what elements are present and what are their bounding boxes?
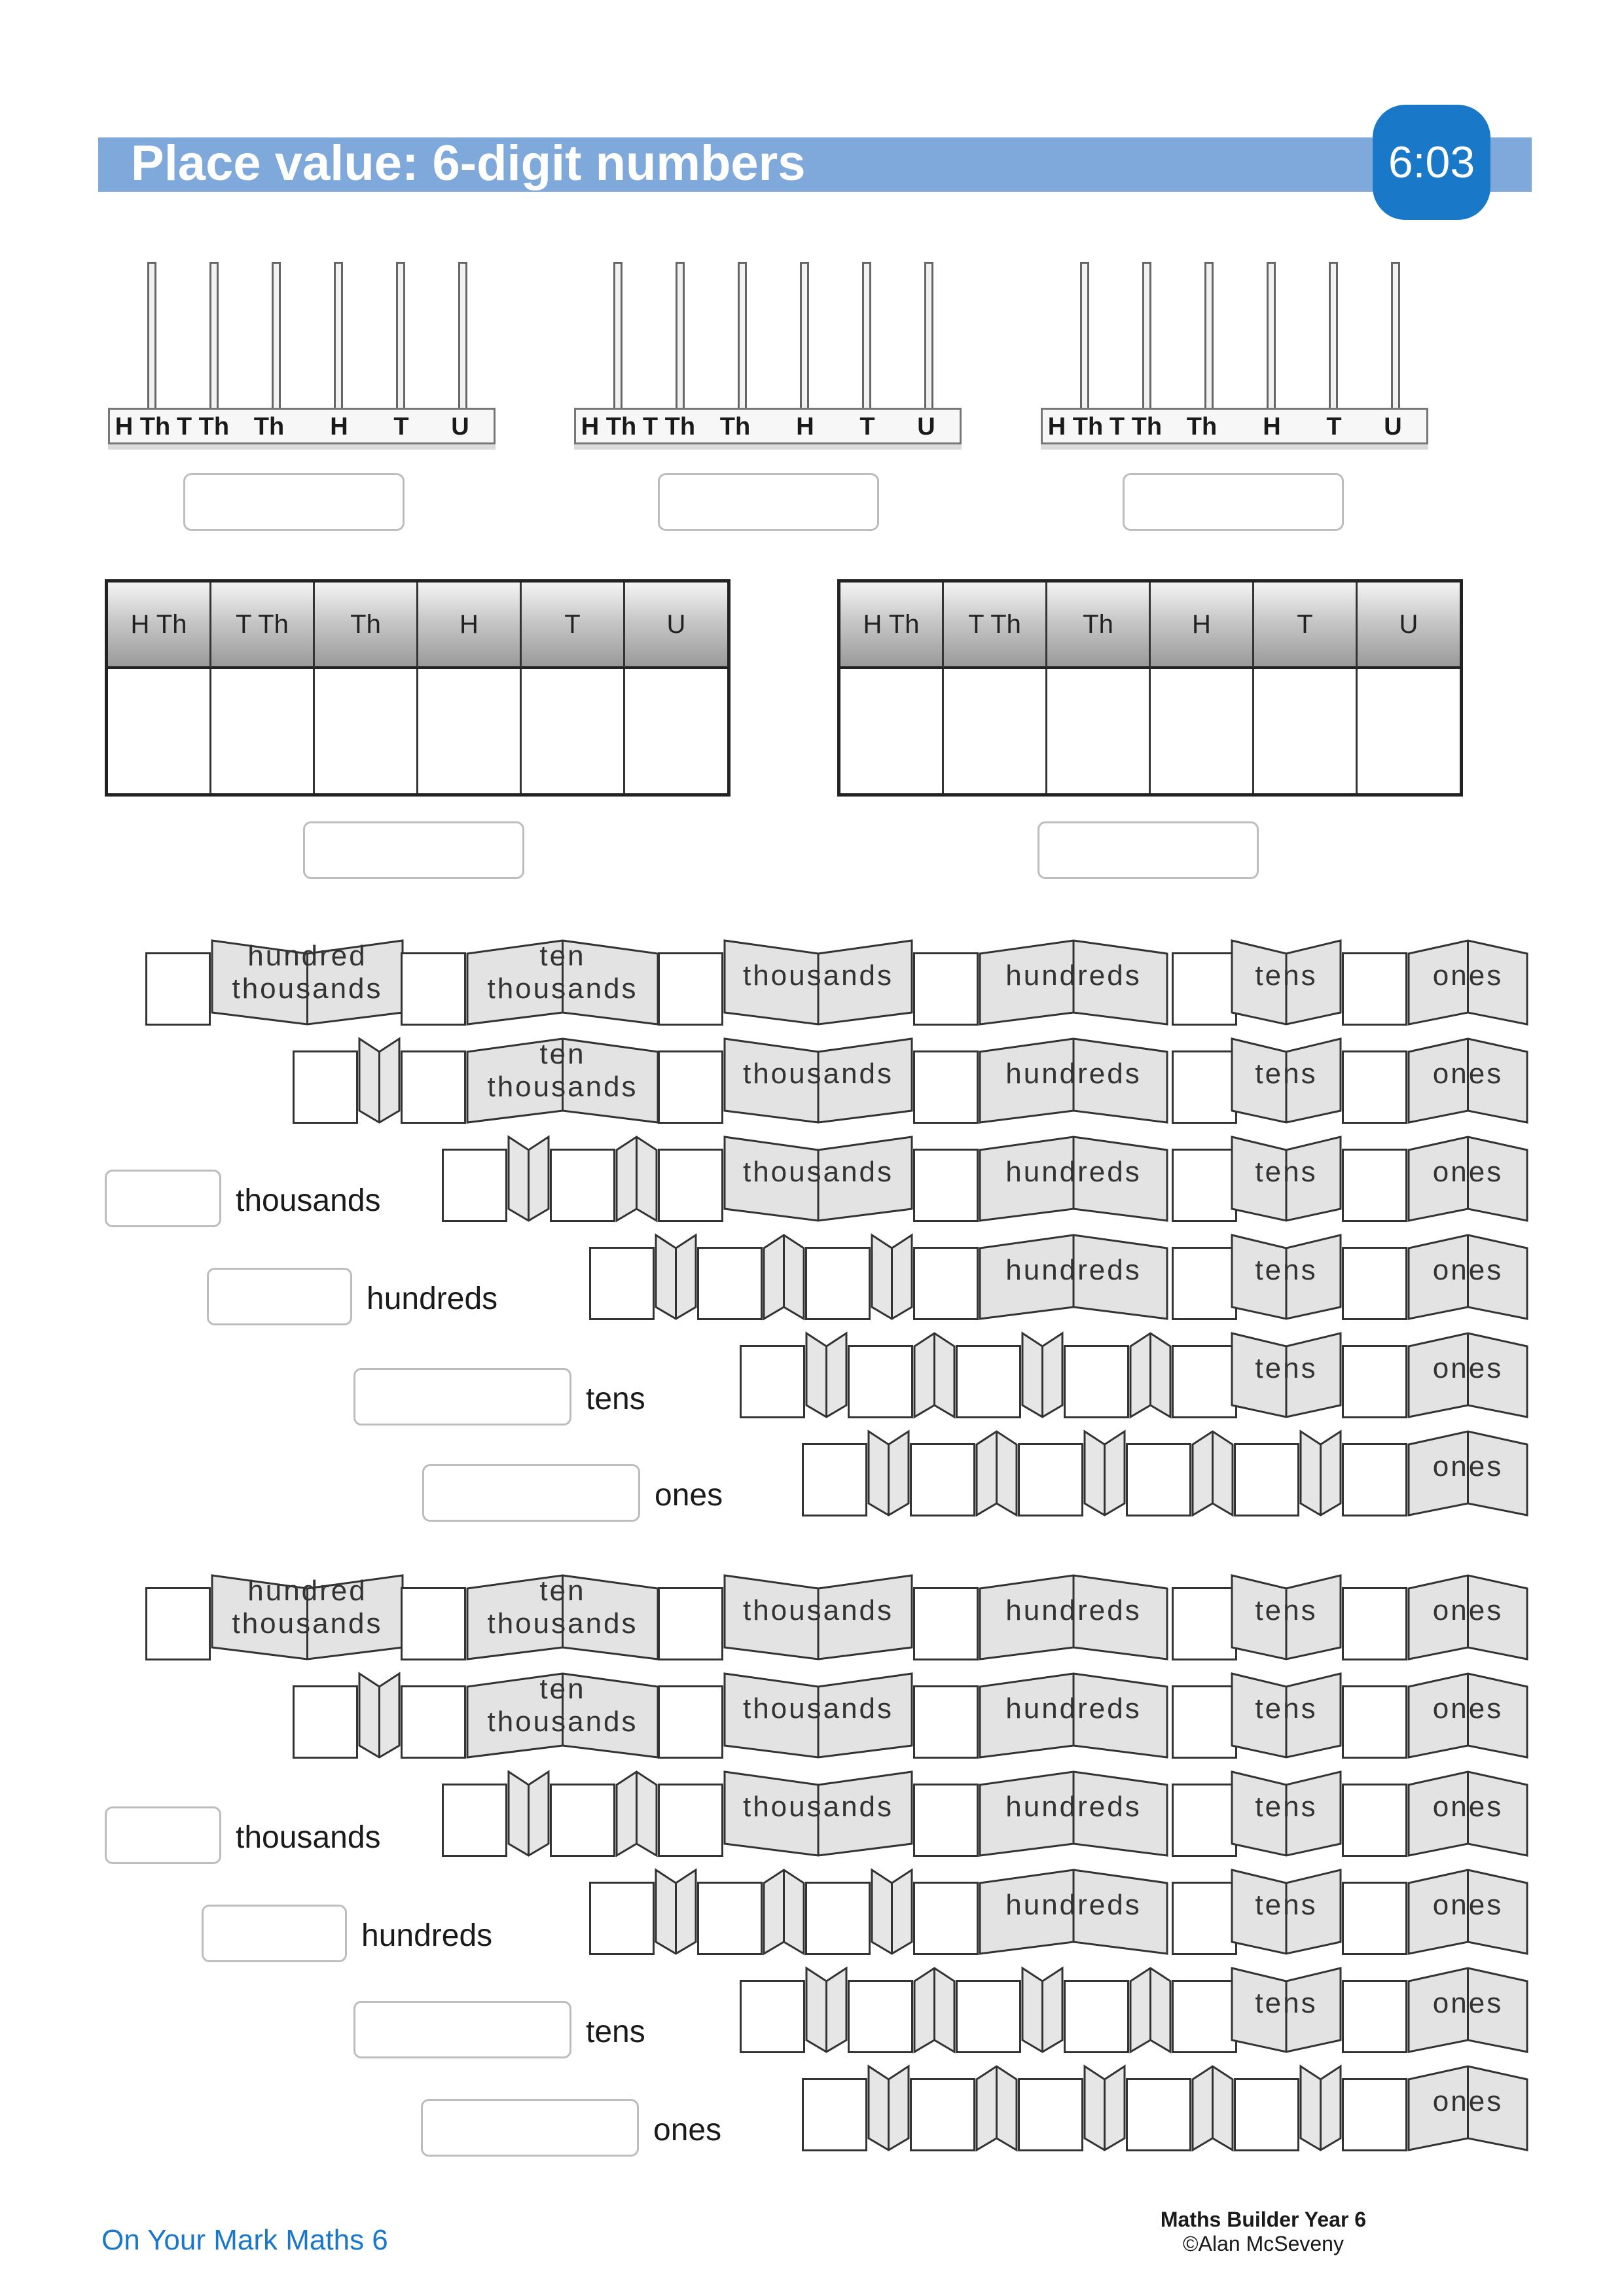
strip-place-word: tens <box>1255 1889 1318 1921</box>
digit-box[interactable] <box>145 1587 211 1660</box>
digit-box[interactable] <box>1342 1149 1407 1222</box>
strip-panel <box>1299 1430 1342 1528</box>
strip-answer-label: tens <box>586 1382 645 1416</box>
abacus-rod <box>1267 262 1276 414</box>
digit-box[interactable] <box>740 1980 805 2053</box>
digit-box[interactable] <box>913 1247 979 1320</box>
strip-place-word: ones <box>1432 1987 1504 2019</box>
digit-box[interactable] <box>1126 1443 1191 1516</box>
strip-panel <box>1083 1430 1126 1528</box>
strip-place-word: thousands <box>232 1607 383 1640</box>
strip-answer-label: thousands <box>236 1183 381 1218</box>
digit-box[interactable] <box>442 1784 507 1857</box>
strip-place-word: thousands <box>742 960 894 992</box>
digit-box[interactable] <box>805 1882 871 1955</box>
abacus-rod <box>862 262 871 414</box>
abacus-place-label: H Th <box>1047 413 1104 440</box>
strip-panel <box>615 1136 658 1234</box>
digit-box[interactable] <box>293 1685 358 1759</box>
digit-box[interactable] <box>848 1980 913 2053</box>
page-number-badge: 6:03 <box>1373 105 1490 220</box>
strip-place-word: tens <box>1255 1693 1318 1725</box>
abacus-place-label: Th <box>1186 413 1218 440</box>
strip-place-word: thousands <box>742 1594 894 1626</box>
digit-box[interactable] <box>1172 952 1237 1026</box>
abacus-rod <box>738 262 747 414</box>
table-digit-cell[interactable] <box>1254 669 1358 793</box>
abacus-place-label: U <box>1384 413 1402 440</box>
place-value-table <box>105 579 731 797</box>
digit-box[interactable] <box>1172 1882 1237 1955</box>
table-digit-cell[interactable] <box>1358 669 1460 793</box>
strip-panel <box>913 1332 956 1430</box>
strip-place-word: thousands <box>742 1156 894 1188</box>
table-answer-box[interactable] <box>1038 821 1259 879</box>
strip-place-word: ones <box>1432 1594 1504 1626</box>
abacus-rod <box>1142 262 1151 414</box>
strip-answer-label: ones <box>655 1478 723 1513</box>
digit-box[interactable] <box>1064 1345 1129 1418</box>
strip-panel <box>1021 1967 1064 2065</box>
digit-box[interactable] <box>913 1587 979 1660</box>
strip-panel <box>871 1869 913 1967</box>
strip-answer-label: thousands <box>236 1820 381 1855</box>
abacus-rod <box>613 262 623 414</box>
strip-panel <box>975 2065 1018 2163</box>
strip-place-word: hundreds <box>1005 1058 1142 1090</box>
strip-place-word: thousands <box>742 1791 894 1823</box>
strip-panel <box>805 1967 848 2065</box>
strip-answer-label: ones <box>653 2113 722 2147</box>
abacus-place-label: U <box>451 413 469 440</box>
abacus-place-label: U <box>917 413 935 440</box>
digit-box[interactable] <box>293 1050 358 1124</box>
abacus-place-label: T <box>1326 413 1342 440</box>
digit-box[interactable] <box>1342 952 1407 1026</box>
footer-book-title: Maths Builder Year 6 <box>1160 2208 1367 2231</box>
strip-panel <box>975 1430 1018 1528</box>
footer-series: On Your Mark Maths 6 <box>101 2224 388 2256</box>
table-header-cell: H Th <box>108 583 211 669</box>
abacus-rod <box>396 262 405 414</box>
table-header-cell: H Th <box>840 583 944 669</box>
strip-panel <box>1129 1967 1172 2065</box>
digit-box[interactable] <box>401 1050 466 1124</box>
strip-place-word: ten <box>539 1038 586 1070</box>
digit-box[interactable] <box>910 2078 975 2151</box>
abacus-rod <box>924 262 933 414</box>
strip-answer-box[interactable] <box>105 1170 221 1227</box>
abacus-place-label: T Th <box>642 413 696 440</box>
digit-box[interactable] <box>401 1685 466 1759</box>
digit-box[interactable] <box>913 1050 979 1124</box>
digit-box[interactable] <box>145 952 211 1026</box>
digit-box[interactable] <box>1342 1050 1407 1124</box>
strip-panel <box>1021 1332 1064 1430</box>
strip-answer-label: hundreds <box>367 1282 498 1316</box>
digit-box[interactable] <box>913 952 979 1026</box>
digit-box[interactable] <box>658 1784 723 1857</box>
abacus-rod <box>1391 262 1400 414</box>
digit-box[interactable] <box>913 1784 979 1857</box>
abacus-rod <box>676 262 685 414</box>
table-header-cell: T Th <box>944 583 1047 669</box>
digit-box[interactable] <box>913 1882 979 1955</box>
strip-panel <box>1129 1332 1172 1430</box>
digit-box[interactable] <box>1064 1980 1129 2053</box>
strip-panel <box>655 1869 697 1967</box>
strip-place-word: ones <box>1432 1058 1504 1090</box>
digit-box[interactable] <box>956 1345 1021 1418</box>
strip-panel <box>867 1430 910 1528</box>
strip-place-word: hundreds <box>1005 1889 1142 1921</box>
digit-box[interactable] <box>658 1050 723 1124</box>
strip-place-word: hundreds <box>1005 1254 1142 1286</box>
abacus-rod <box>272 262 281 414</box>
strip-panel <box>913 1967 956 2065</box>
strip-answer-box[interactable] <box>105 1806 221 1864</box>
abacus-rod <box>147 262 156 414</box>
strip-panel <box>507 1770 550 1869</box>
strip-answer-label: hundreds <box>361 1918 493 1953</box>
strip-place-word: hundred <box>247 1575 367 1607</box>
strip-answer-box[interactable] <box>422 1464 640 1522</box>
strip-place-word: thousands <box>487 973 638 1005</box>
strip-place-word: hundreds <box>1005 1156 1142 1188</box>
abacus-place-label: T <box>393 413 409 440</box>
table-digit-cell[interactable] <box>522 669 625 793</box>
abacus-rod <box>458 262 467 414</box>
strip-place-word: thousands <box>487 1706 638 1738</box>
table-header-cell: H <box>418 583 522 669</box>
digit-box[interactable] <box>1342 1980 1407 2053</box>
strip-place-word: hundred <box>247 940 367 972</box>
strip-place-word: tens <box>1255 1254 1318 1286</box>
digit-box[interactable] <box>589 1882 655 1955</box>
strip-place-word: tens <box>1255 1987 1318 2019</box>
digit-box[interactable] <box>913 1685 979 1759</box>
abacus-place-label: H Th <box>581 413 637 440</box>
strip-answer-label: tens <box>586 2015 645 2049</box>
digit-box[interactable] <box>1172 1050 1237 1124</box>
table-digit-cell[interactable] <box>1151 669 1254 793</box>
digit-box[interactable] <box>697 1247 763 1320</box>
strip-place-word: ten <box>539 1575 586 1607</box>
abacus-answer-box[interactable] <box>658 473 879 531</box>
digit-box[interactable] <box>658 1587 723 1660</box>
table-digit-cell[interactable] <box>211 669 315 793</box>
table-answer-box[interactable] <box>303 821 524 879</box>
abacus-place-label: Th <box>719 413 751 440</box>
digit-box[interactable] <box>1172 1345 1237 1418</box>
table-header-cell: Th <box>1047 583 1151 669</box>
table-header-cell: T <box>522 583 625 669</box>
digit-box[interactable] <box>848 1345 913 1418</box>
strip-panel <box>1191 2065 1234 2163</box>
digit-box[interactable] <box>802 2078 867 2151</box>
strip-place-word: thousands <box>742 1058 894 1090</box>
digit-box[interactable] <box>1234 2078 1299 2151</box>
strip-place-word: tens <box>1255 960 1318 992</box>
digit-box[interactable] <box>805 1247 871 1320</box>
strip-answer-box[interactable] <box>353 1368 571 1426</box>
abacus-rod <box>209 262 219 414</box>
strip-answer-box[interactable] <box>202 1905 347 1962</box>
abacus-answer-box[interactable] <box>1123 473 1344 531</box>
strip-place-word: hundreds <box>1005 1791 1142 1823</box>
strip-panel <box>871 1234 913 1332</box>
strip-place-word: ones <box>1432 1450 1504 1482</box>
strip-place-word: tens <box>1255 1058 1318 1090</box>
strip-panel <box>358 1672 401 1770</box>
digit-box[interactable] <box>1018 1443 1083 1516</box>
digit-box[interactable] <box>1126 2078 1191 2151</box>
strip-place-word: thousands <box>742 1693 894 1725</box>
abacus-rod <box>334 262 343 414</box>
strip-place-word: ones <box>1432 1156 1504 1188</box>
digit-box[interactable] <box>740 1345 805 1418</box>
abacus-place-label: T Th <box>1109 413 1163 440</box>
strip-place-word: ones <box>1432 1693 1504 1725</box>
strip-place-word: ones <box>1432 1254 1504 1286</box>
abacus-place-label: H <box>1263 413 1281 440</box>
digit-box[interactable] <box>442 1149 507 1222</box>
digit-box[interactable] <box>550 1149 615 1222</box>
strip-place-word: thousands <box>487 1071 638 1103</box>
digit-box[interactable] <box>1342 1587 1407 1660</box>
digit-box[interactable] <box>1342 1882 1407 1955</box>
digit-box[interactable] <box>1172 1247 1237 1320</box>
strip-place-word: hundreds <box>1005 960 1142 992</box>
abacus-rod <box>1329 262 1338 414</box>
digit-box[interactable] <box>1342 1685 1407 1759</box>
strip-panel <box>1191 1430 1234 1528</box>
place-value-table <box>837 579 1463 797</box>
digit-box[interactable] <box>658 1149 723 1222</box>
digit-box[interactable] <box>1234 1443 1299 1516</box>
strip-place-word: hundreds <box>1005 1693 1142 1725</box>
table-header-cell: U <box>1358 583 1460 669</box>
page-title: Place value: 6-digit numbers <box>131 135 806 191</box>
strip-place-word: ones <box>1432 2085 1504 2117</box>
table-digit-cell[interactable] <box>625 669 727 793</box>
digit-box[interactable] <box>697 1882 763 1955</box>
strip-answer-box[interactable] <box>353 2001 571 2058</box>
strip-panel <box>763 1234 805 1332</box>
strip-place-word: ten <box>539 1673 586 1705</box>
digit-box[interactable] <box>913 1149 979 1222</box>
table-header-cell: Th <box>315 583 418 669</box>
abacus-place-label: Th <box>253 413 285 440</box>
strip-place-word: ten <box>539 940 586 972</box>
table-digit-cell[interactable] <box>418 669 522 793</box>
digit-box[interactable] <box>1172 1149 1237 1222</box>
digit-box[interactable] <box>1342 1443 1407 1516</box>
strip-panel <box>805 1332 848 1430</box>
strip-panel <box>1299 2065 1342 2163</box>
strip-place-word: tens <box>1255 1352 1318 1384</box>
strip-answer-box[interactable] <box>421 2099 639 2157</box>
abacus-place-label: H Th <box>115 413 171 440</box>
strip-place-word: tens <box>1255 1791 1318 1823</box>
strip-place-word: ones <box>1432 960 1504 992</box>
digit-box[interactable] <box>1342 2078 1407 2151</box>
strip-place-word: ones <box>1432 1791 1504 1823</box>
strip-answer-box[interactable] <box>207 1268 352 1325</box>
abacus-place-label: T Th <box>176 413 230 440</box>
abacus-place-label: H <box>330 413 348 440</box>
strip-place-word: tens <box>1255 1156 1318 1188</box>
strip-panel <box>615 1770 658 1869</box>
table-header-cell: T <box>1254 583 1358 669</box>
digit-box[interactable] <box>658 952 723 1026</box>
abacus-place-label: T <box>859 413 875 440</box>
strip-panel <box>358 1037 401 1136</box>
digit-box[interactable] <box>401 952 466 1026</box>
digit-box[interactable] <box>1342 1784 1407 1857</box>
digit-box[interactable] <box>1342 1247 1407 1320</box>
digit-box[interactable] <box>1018 2078 1083 2151</box>
abacus-place-label: H <box>796 413 814 440</box>
strip-panel <box>867 2065 910 2163</box>
table-header-cell: H <box>1151 583 1254 669</box>
digit-box[interactable] <box>802 1443 867 1516</box>
abacus-rod <box>1080 262 1089 414</box>
strip-panel <box>1083 2065 1126 2163</box>
strip-place-word: ones <box>1432 1352 1504 1384</box>
strip-place-word: ones <box>1432 1889 1504 1921</box>
digit-box[interactable] <box>910 1443 975 1516</box>
table-digit-cell[interactable] <box>1047 669 1151 793</box>
strip-place-word: tens <box>1255 1594 1318 1626</box>
strip-place-word: thousands <box>232 973 383 1005</box>
table-digit-cell[interactable] <box>108 669 211 793</box>
abacus-answer-box[interactable] <box>183 473 405 531</box>
table-digit-cell[interactable] <box>840 669 944 793</box>
abacus-rod <box>1204 262 1214 414</box>
digit-box[interactable] <box>589 1247 655 1320</box>
abacus-rod <box>800 262 809 414</box>
table-digit-cell[interactable] <box>944 669 1047 793</box>
table-header-cell: U <box>625 583 727 669</box>
digit-box[interactable] <box>1342 1345 1407 1418</box>
digit-box[interactable] <box>550 1784 615 1857</box>
strip-panel <box>655 1234 697 1332</box>
digit-box[interactable] <box>956 1980 1021 2053</box>
digit-box[interactable] <box>658 1685 723 1759</box>
digit-box[interactable] <box>1172 1784 1237 1857</box>
digit-box[interactable] <box>401 1587 466 1660</box>
table-header-cell: T Th <box>211 583 315 669</box>
digit-box[interactable] <box>1172 1587 1237 1660</box>
digit-box[interactable] <box>1172 1685 1237 1759</box>
footer-credit: ©Alan McSeveny <box>1183 2232 1344 2255</box>
strip-panel <box>763 1869 805 1967</box>
digit-box[interactable] <box>1172 1980 1237 2053</box>
strip-panel <box>507 1136 550 1234</box>
strip-place-word: hundreds <box>1005 1594 1142 1626</box>
strip-place-word: thousands <box>487 1607 638 1640</box>
table-digit-cell[interactable] <box>315 669 418 793</box>
